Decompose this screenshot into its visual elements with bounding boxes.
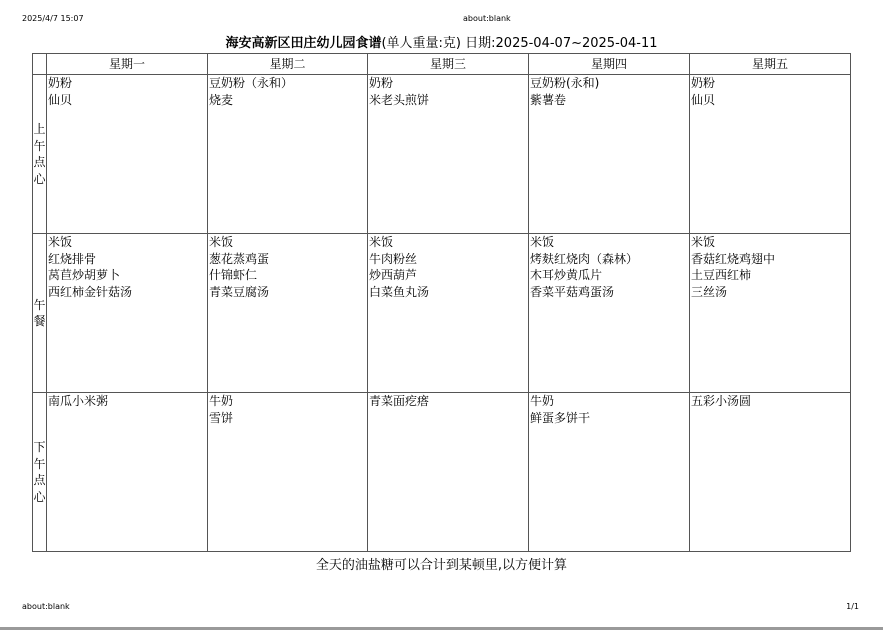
menu-cell xyxy=(368,393,529,552)
dish-item: 米老头煎饼 xyxy=(369,92,430,107)
meal-label: 上 午 点 心 xyxy=(33,75,47,234)
dish-item: 豆奶粉（永和） xyxy=(209,76,294,90)
day-header: 星期三 xyxy=(368,54,529,75)
dish-item: 红烧排骨 xyxy=(48,251,97,266)
meal-row xyxy=(33,234,851,393)
menu-cell xyxy=(529,75,690,234)
menu-cell xyxy=(368,234,529,393)
dish-item: 牛肉粉丝 xyxy=(369,251,418,266)
dish-item: 牛奶 xyxy=(209,394,234,408)
dish-item: 莴苣炒胡萝卜 xyxy=(48,268,121,282)
dish-item: 白菜鱼丸汤 xyxy=(369,284,430,299)
corner-cell xyxy=(33,54,47,75)
day-header: 星期一 xyxy=(47,54,208,75)
dish-item: 南瓜小米粥 xyxy=(48,394,109,408)
dish-item: 什锦虾仁 xyxy=(209,268,258,282)
dish-item: 五彩小汤圆 xyxy=(691,394,752,408)
day-header: 星期五 xyxy=(690,54,851,75)
print-url-header: about:blank xyxy=(463,14,511,23)
dish-item: 紫薯卷 xyxy=(530,92,567,107)
dish-item: 烤麸红烧肉（森林） xyxy=(530,251,639,266)
date-range: 日期:2025-04-07~2025-04-11 xyxy=(465,36,658,51)
menu-cell xyxy=(208,234,368,393)
dish-item: 仙贝 xyxy=(48,92,73,107)
menu-cell xyxy=(368,75,529,234)
dish-item: 豆奶粉(永和) xyxy=(530,76,600,90)
page-title xyxy=(33,36,850,52)
dish-item: 奶粉 xyxy=(369,76,394,90)
menu-cell xyxy=(208,75,368,234)
dish-item: 木耳炒黄瓜片 xyxy=(530,268,603,282)
menu-cell xyxy=(690,75,851,234)
dish-item: 仙贝 xyxy=(691,92,716,107)
menu-cell xyxy=(529,393,690,552)
menu-cell xyxy=(47,234,208,393)
dish-item: 香菜平菇鸡蛋汤 xyxy=(530,284,615,299)
menu-title: 海安高新区田庄幼儿园食谱 xyxy=(225,36,382,51)
dish-item: 米饭 xyxy=(369,235,394,249)
unit-note: (单人重量:克) xyxy=(381,36,462,51)
menu-cell xyxy=(529,234,690,393)
print-url-footer: about:blank xyxy=(22,602,70,611)
dish-item: 雪饼 xyxy=(209,410,234,425)
day-header-row xyxy=(33,54,851,75)
menu-table xyxy=(32,53,851,552)
menu-cell xyxy=(208,393,368,552)
meal-row xyxy=(33,75,851,234)
footnote: 全天的油盐糖可以合计到某顿里,以方便计算 xyxy=(315,558,568,573)
dish-item: 奶粉 xyxy=(691,76,716,90)
dish-item: 奶粉 xyxy=(48,76,73,90)
dish-item: 葱花蒸鸡蛋 xyxy=(209,251,270,266)
day-header: 星期四 xyxy=(529,54,690,75)
dish-item: 香菇红烧鸡翅中 xyxy=(691,251,776,266)
menu-cell xyxy=(47,393,208,552)
meal-label: 午 餐 xyxy=(33,234,47,393)
meal-label: 下 午 点 心 xyxy=(33,393,47,552)
dish-item: 青菜豆腐汤 xyxy=(209,284,270,299)
menu-cell xyxy=(690,393,851,552)
page-number: 1/1 xyxy=(846,602,859,611)
dish-item: 西红柿金针菇汤 xyxy=(48,284,133,299)
dish-item: 土豆西红柿 xyxy=(691,268,752,282)
dish-item: 米饭 xyxy=(209,235,234,249)
dish-item: 牛奶 xyxy=(530,394,555,408)
dish-item: 青菜面疙瘩 xyxy=(369,394,430,408)
print-datetime: 2025/4/7 15:07 xyxy=(22,14,84,23)
dish-item: 米饭 xyxy=(691,235,716,249)
dish-item: 烧麦 xyxy=(209,92,234,107)
dish-item: 鲜蛋多饼干 xyxy=(530,410,591,425)
dish-item: 三丝汤 xyxy=(691,284,728,299)
menu-cell xyxy=(47,75,208,234)
dish-item: 炒西葫芦 xyxy=(369,268,418,282)
meal-row xyxy=(33,393,851,552)
dish-item: 米饭 xyxy=(530,235,555,249)
dish-item: 米饭 xyxy=(48,235,73,249)
day-header: 星期二 xyxy=(208,54,368,75)
menu-cell xyxy=(690,234,851,393)
